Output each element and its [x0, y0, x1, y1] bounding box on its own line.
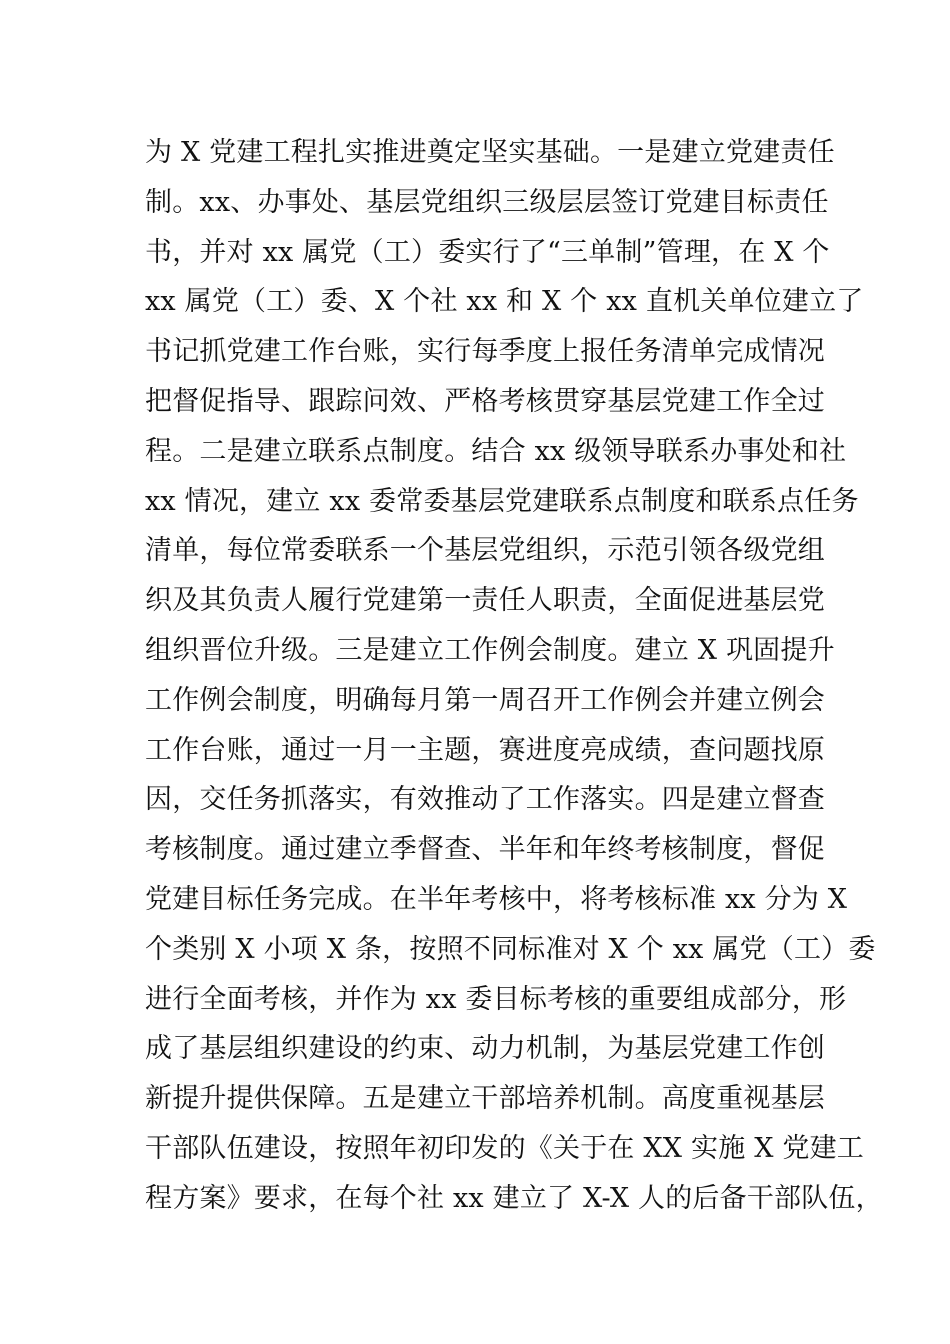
- text-line-7: 程。二是建立联系点制度。结合 xx 级领导联系办事处和社: [145, 435, 847, 467]
- text-line-20: 新提升提供保障。五是建立干部培养机制。高度重视基层: [145, 1083, 825, 1115]
- text-line-4: xx 属党（工）委、X 个社 xx 和 X 个 xx 直机关单位建立了: [145, 286, 864, 318]
- text-line-9: 清单，每位常委联系一个基层党组织，示范引领各级党组: [145, 535, 825, 567]
- text-line-15: 考核制度。通过建立季督查、半年和年终考核制度，督促: [145, 834, 825, 866]
- text-line-1: 为 X 党建工程扎实推进奠定坚实基础。一是建立党建责任: [145, 137, 835, 168]
- body-text: [145, 128, 883, 1224]
- text-line-10: 织及其负责人履行党建第一责任人职责，全面促进基层党: [145, 585, 825, 617]
- text-line-21: 干部队伍建设，按照年初印发的《关于在 XX 实施 X 党建工: [145, 1132, 864, 1164]
- text-line-11: 组织晋位升级。三是建立工作例会制度。建立 X 巩固提升: [145, 634, 835, 666]
- text-line-12: 工作例会制度，明确每月第一周召开工作例会并建立例会: [145, 684, 825, 716]
- text-line-2: 制。xx、办事处、基层党组织三级层层签订党建目标责任: [145, 186, 829, 218]
- text-line-14: 因，交任务抓落实，有效推动了工作落实。四是建立督查: [145, 784, 825, 816]
- text-line-19: 成了基层组织建设的约束、动力机制，为基层党建工作创: [145, 1033, 825, 1065]
- text-line-6: 把督促指导、跟踪问效、严格考核贯穿基层党建工作全过: [145, 385, 825, 417]
- text-line-13: 工作台账，通过一月一主题，赛进度亮成绩，查问题找原: [145, 734, 825, 766]
- text-line-3: 书，并对 xx 属党（工）委实行了“三单制”管理，在 X 个: [145, 236, 830, 268]
- text-line-22: 程方案》要求，在每个社 xx 建立了 X-X 人的后备干部队伍，: [145, 1182, 883, 1214]
- text-line-17: 个类别 X 小项 X 条，按照不同标准对 X 个 xx 属党（工）委: [145, 933, 876, 965]
- text-line-8: xx 情况，建立 xx 委常委基层党建联系点制度和联系点任务: [145, 485, 859, 517]
- text-line-18: 进行全面考核，并作为 xx 委目标考核的重要组成部分，形: [145, 983, 847, 1015]
- text-line-5: 书记抓党建工作台账，实行每季度上报任务清单完成情况: [145, 336, 825, 368]
- text-line-16: 党建目标任务完成。在半年考核中，将考核标准 xx 分为 X: [145, 883, 848, 915]
